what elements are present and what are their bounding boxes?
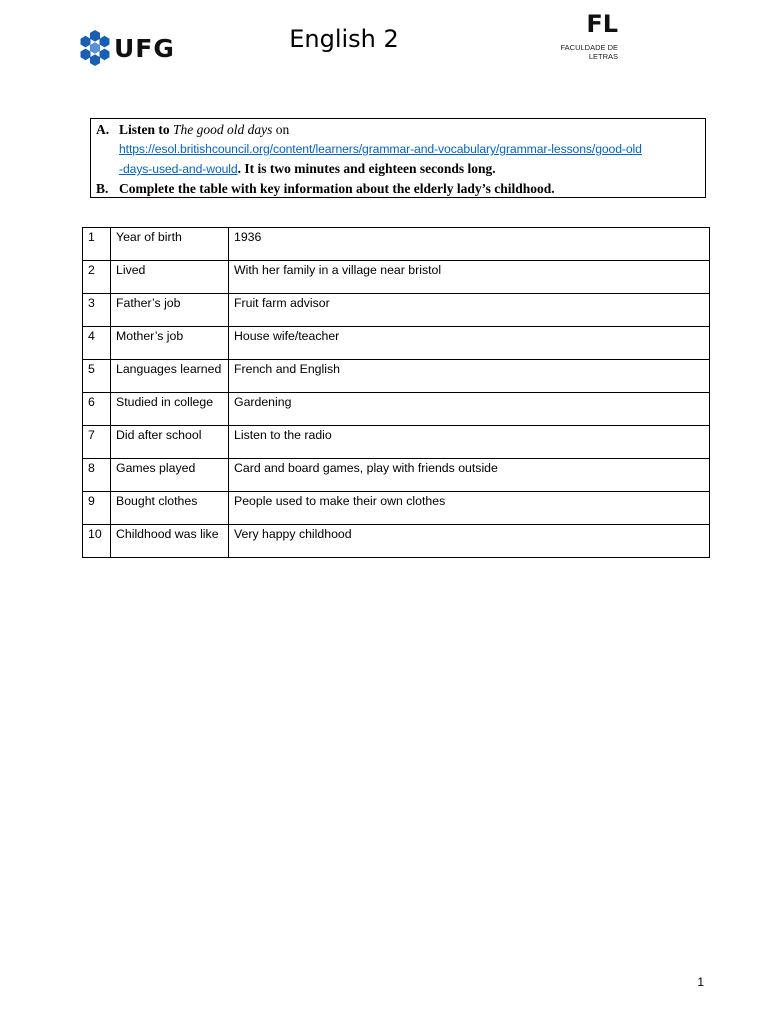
row-label: Lived: [111, 261, 229, 294]
row-value: Fruit farm advisor: [229, 294, 710, 327]
instruction-b-marker: B.: [96, 181, 109, 196]
row-label: Father’s job: [111, 294, 229, 327]
fl-logo-line1: FACULDADE DE: [560, 43, 618, 52]
row-label: Bought clothes: [111, 492, 229, 525]
row-label: Did after school: [111, 426, 229, 459]
instruction-a-marker: A.: [96, 122, 110, 137]
fl-logo-mark: FL: [586, 10, 618, 38]
table-row: [83, 426, 710, 459]
row-value: 1936: [229, 228, 710, 261]
row-number: 5: [83, 360, 111, 393]
row-number: 8: [83, 459, 111, 492]
row-label: Studied in college: [111, 393, 229, 426]
table-row: [83, 459, 710, 492]
row-number: 10: [83, 525, 111, 558]
row-label: Childhood was like: [111, 525, 229, 558]
table-row: [83, 492, 710, 525]
row-label: Languages learned: [111, 360, 229, 393]
row-label: Games played: [111, 459, 229, 492]
row-label: Mother’s job: [111, 327, 229, 360]
row-value: Listen to the radio: [229, 426, 710, 459]
faculdade-letras-logo: [557, 12, 625, 61]
instruction-b: [91, 179, 705, 199]
row-value: Very happy childhood: [229, 525, 710, 558]
row-number: 3: [83, 294, 111, 327]
row-value: House wife/teacher: [229, 327, 710, 360]
table-row: [83, 228, 710, 261]
instruction-a: [91, 120, 705, 179]
resource-url-line1: https://esol.britishcouncil.org/content/learners/grammar-and-vocabulary/grammar-lessons/good-old: [119, 142, 642, 156]
table-row: [83, 525, 710, 558]
table-row: [83, 327, 710, 360]
resource-url-line2: -days-used-and-would: [119, 162, 238, 176]
row-label: Year of birth: [111, 228, 229, 261]
row-value: People used to make their own clothes: [229, 492, 710, 525]
instruction-a-on: on: [275, 122, 290, 137]
childhood-info-table: [82, 227, 710, 558]
row-number: 9: [83, 492, 111, 525]
instruction-a-prefix: Listen to: [119, 122, 170, 137]
page-title: English 2: [289, 25, 399, 53]
row-number: 4: [83, 327, 111, 360]
table-row: [83, 294, 710, 327]
row-value: Gardening: [229, 393, 710, 426]
table-row: [83, 393, 710, 426]
row-value: French and English: [229, 360, 710, 393]
instructions-box: [90, 118, 706, 198]
row-number: 7: [83, 426, 111, 459]
ufg-logo-text: UFG: [114, 33, 175, 63]
instruction-b-text: Complete the table with key information about the elderly lady’s childhood.: [119, 181, 555, 196]
row-number: 2: [83, 261, 111, 294]
resource-title: The good old days: [173, 122, 273, 137]
row-number: 1: [83, 228, 111, 261]
instruction-a-suffix: . It is two minutes and eighteen seconds long.: [237, 161, 496, 176]
row-value: With her family in a village near bristol: [229, 261, 710, 294]
page-number: 1: [697, 975, 704, 989]
row-value: Card and board games, play with friends outside: [229, 459, 710, 492]
row-number: 6: [83, 393, 111, 426]
fl-logo-line2: LETRAS: [588, 52, 618, 61]
table-row: [83, 360, 710, 393]
table-row: [83, 261, 710, 294]
